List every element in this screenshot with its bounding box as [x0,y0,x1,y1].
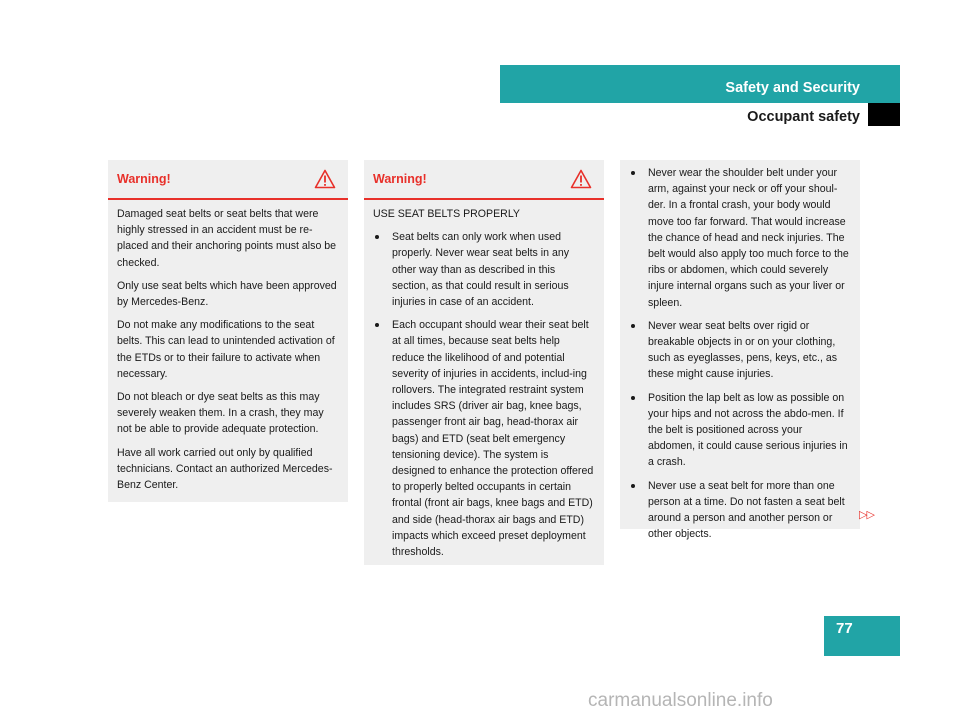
section-title: Safety and Security [725,80,860,96]
warning-paragraph: Damaged seat belts or seat belts that were highly stressed in an accident must be re-placed and their anchoring points must also be checked. [117,208,337,269]
warning-box-2 [364,160,604,565]
continue-arrows-icon: ▷▷ [859,509,874,521]
list-item: Each occupant should wear their seat belt at all times, because seat belts help reduce the likelihood of and potential severity of injuries in accidents, includ-ing rollovers. The integrated restraint system includes SRS (driver air bag, knee bags, passenger front air bag, head-thorax air bags) and ETD (seat belt emergency tensioning device). The system is designed to enhance the protection offered to properly belted occupants in certain frontal (front air bags, knee bags and ETD) and side (head-thorax air bags and ETD) impacts which exceed preset deployment thresholds. [373,317,594,560]
warning-heading: USE SEAT BELTS PROPERLY [373,208,520,220]
warning-paragraph: Have all work carried out only by qualified technicians. Contact an authorized Mercedes-Benz Center. [117,446,333,492]
warning-paragraph: Do not bleach or dye seat belts as this may severely weaken them. In a crash, they may not be able to provide adequate protection. [117,391,324,436]
warning-box-body [364,200,604,575]
warning-box-header [364,160,604,200]
section-tab-marker [868,103,900,126]
warning-triangle-icon [314,169,336,189]
list-item: Never wear the shoulder belt under your arm, against your neck or off your shoul-der. In a frontal crash, your body would move too far forward. That would increase the chance of head and neck injuries. The belt would also apply too much force to the ribs or abdomen, which could severely injure internal organs such as your liver or spleen. [629,165,850,311]
warning-box-header [108,160,348,200]
warning-box-body [620,160,860,557]
warning-paragraph: Do not make any modifications to the seat belts. This can lead to unintended activation of the ETDs or to their failure to activate when necessary. [117,319,335,380]
warning-label: Warning! [117,172,171,186]
warning-label: Warning! [373,172,427,186]
page-number: 77 [836,620,853,637]
warning-box-3 [620,160,860,541]
list-item: Position the lap belt as low as possible on your hips and not across the abdo-men. If the belt is positioned across your abdomen, it could cause serious injuries in a crash. [629,390,850,471]
warning-box-1 [108,160,348,502]
warning-triangle-icon [570,169,592,189]
list-item: Never wear seat belts over rigid or breakable objects in or on your clothing, such as eyeglasses, pens, keys, etc., as these might cause injuries. [629,318,850,383]
list-item: Seat belts can only work when used properly. Never wear seat belts in any other way than as described in this section, as that could result in serious injuries in case of an accident. [373,229,594,310]
list-item: Never use a seat belt for more than one person at a time. Do not fasten a seat belt around a person and another person or other objects. [629,478,850,543]
warning-paragraph: Only use seat belts which have been approved by Mercedes-Benz. [117,279,337,309]
bullet-list [373,229,594,560]
subsection-title: Occupant safety [747,109,860,125]
watermark: carmanualsonline.info [588,690,773,711]
bullet-list [629,165,850,542]
warning-box-body [108,200,348,508]
